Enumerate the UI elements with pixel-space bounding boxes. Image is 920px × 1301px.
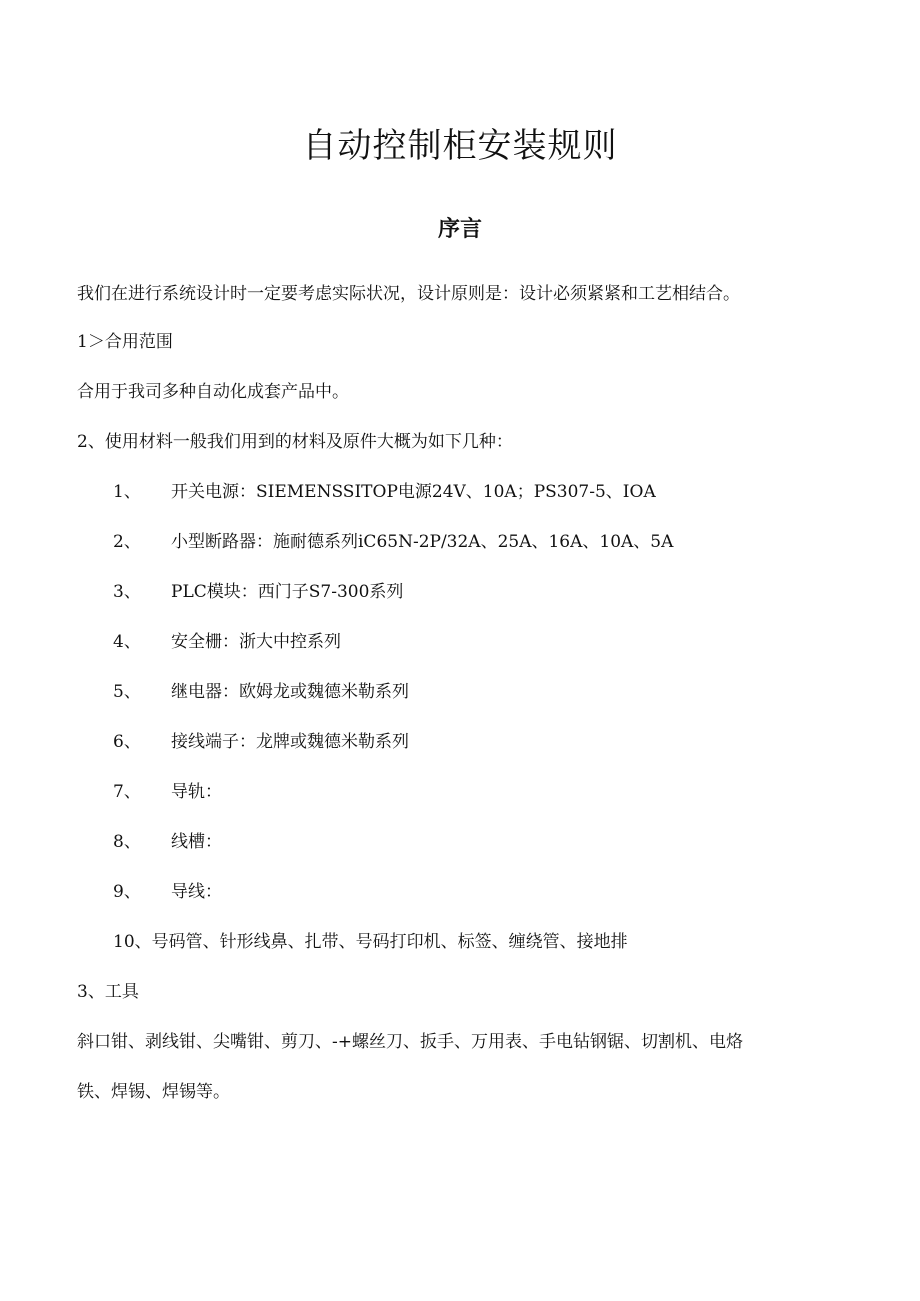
material-number: 9、 <box>113 882 141 902</box>
material-number: 8、 <box>113 832 141 852</box>
material-text: 导轨： <box>171 782 222 802</box>
section3-heading: 3、工具 <box>77 982 139 1002</box>
material-item <box>113 930 628 954</box>
tools-text-line1: 斜口钳、剥线钳、尖嘴钳、剪刀、-+螺丝刀、扳手、万用表、手电钻钢锯、切割机、电烙 <box>77 1032 743 1052</box>
material-text: 继电器：欧姆龙或魏德米勒系列 <box>171 682 409 702</box>
material-number: 5、 <box>113 682 141 702</box>
material-text: 接线端子：龙牌或魏德米勒系列 <box>171 732 409 752</box>
section1-text: 合用于我司多种自动化成套产品中。 <box>77 382 349 402</box>
material-number: 7、 <box>113 782 141 802</box>
material-item <box>113 730 409 754</box>
material-text: 开关电源：SIEMENSSITOP电源24V、10A；PS307-5、IOA <box>171 482 656 502</box>
tools-text-line2: 铁、焊锡、焊锡等。 <box>77 1082 230 1102</box>
material-item <box>113 530 673 554</box>
material-item <box>113 630 341 654</box>
material-text: 小型断路器：施耐德系列iC65N-2P/32A、25A、16A、10A、5A <box>171 532 674 552</box>
material-item <box>113 480 656 504</box>
material-number: 3、 <box>113 582 141 602</box>
section1-heading: 1＞合用范围 <box>77 332 173 352</box>
material-number: 10、 <box>113 932 152 952</box>
material-item <box>113 830 222 854</box>
material-item <box>113 880 222 904</box>
material-text: 号码管、针形线鼻、扎带、号码打印机、标签、缠绕管、接地排 <box>151 932 628 952</box>
intro-paragraph: 我们在进行系统设计时一定要考虑实际状况，设计原则是：设计必须紧紧和工艺相结合。 <box>77 284 740 304</box>
section2-heading: 2、使用材料一般我们用到的材料及原件大概为如下几种： <box>77 432 513 452</box>
material-text: PLC模块：西门子S7-300系列 <box>171 582 404 602</box>
material-text: 安全栅：浙大中控系列 <box>171 632 341 652</box>
preface-heading: 序言 <box>437 217 482 242</box>
material-item <box>113 580 403 604</box>
material-item <box>113 780 222 804</box>
material-text: 线槽： <box>171 832 222 852</box>
document-title: 自动控制柜安装规则 <box>302 126 618 166</box>
material-item <box>113 680 409 704</box>
material-number: 4、 <box>113 632 141 652</box>
material-number: 2、 <box>113 532 141 552</box>
material-number: 6、 <box>113 732 141 752</box>
material-number: 1、 <box>113 482 141 502</box>
material-text: 导线： <box>171 882 222 902</box>
